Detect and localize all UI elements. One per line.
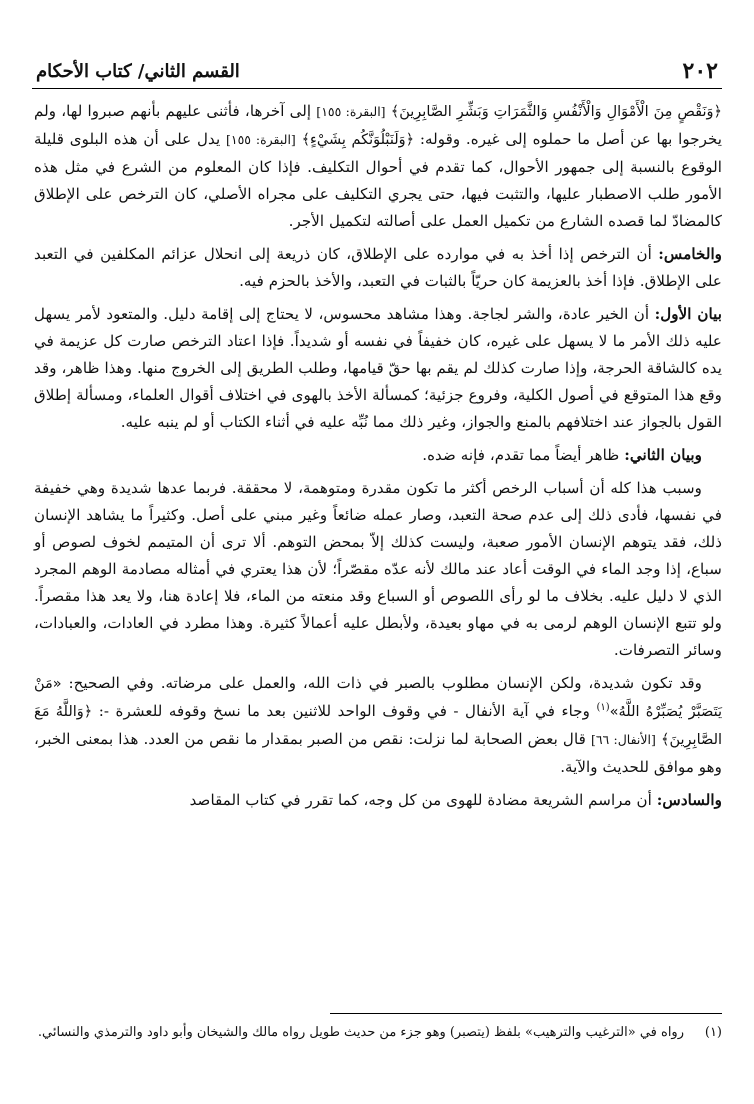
paragraph-fifth bbox=[34, 241, 722, 295]
footnote-rule bbox=[330, 1013, 722, 1014]
hadith-quote: «مَنْ يَتَصَبَّرْ يُصَبِّرْهُ اللَّهُ» bbox=[34, 676, 722, 720]
paragraph-text: إلى آخرها، فأثنى عليهم بأنهم صبروا لها، ولم يخرجوا بها عن أصل ما حملوه إلى غيره. وقوله: bbox=[34, 102, 722, 148]
paragraph-text: أن الخير عادة، والشر لجاجة. وهذا مشاهد محسوس، لا يحتاج إلى إقامة دليل. والمتعود لأمر يسهل عليه ذلك الأمر ما لا يسهل على غيره، كان خفيفاً في نفسه أو شديداً. فإذا اعتاد الترخص صارت كل عزيمة في يده كالشاقة الحرجة، وإذا صارت كذلك لم يقم بها حقّ قيامها، وطلب الطريق إلى الخروج منها. وهذا ظاهر، وقد وقع هذا المتوقع في أصول الكلية، وفروع جزئية؛ كمسألة الأخذ بالهوى في اختلاف أقوال العلماء، ومسألة إطلاق القول بالجواز عند اختلافهم بالمنع والجواز، وغير ذلك مما نُبِّه عليه في أثناء الكتاب أو لم ينبه عليه. bbox=[34, 305, 722, 431]
footnote-number: (١) bbox=[704, 1025, 722, 1040]
section-label: والخامس: bbox=[658, 245, 722, 263]
paragraph-patience bbox=[34, 670, 722, 781]
verse-reference: [البقرة: ١٥٥] bbox=[225, 132, 296, 147]
section-label: وبيان الثاني: bbox=[624, 446, 702, 464]
paragraph-sixth bbox=[34, 787, 722, 814]
paragraph-text: أن مراسم الشريعة مضادة للهوى من كل وجه، كما تقرر في كتاب المقاصد bbox=[189, 791, 657, 809]
page-header bbox=[32, 58, 722, 86]
paragraph-cause bbox=[34, 475, 722, 664]
paragraph-text: يدل على أن هذه البلوى قليلة الوقوع بالنسبة إلى جمهور الأحوال، كما تقدم في أحوال التكليف. فإذا كان المعلوم من الشرع في مثل هذه الأمور طلب الاصطبار عليها، والتثبت فيها، حتى يجري التكليف على مجراه الأصلي، كان الترخص على الإطلاق كالمضادّ لما قصده الشارع من تكميل العمل على أصالته لتكميل الأجر. bbox=[34, 130, 722, 230]
verse-reference: [الأنفال: ٦٦] bbox=[590, 732, 656, 747]
footnote-text: رواه في «الترغيب والترهيب» بلفظ (يتصبر) وهو جزء من حديث طويل رواه مالك والشيخان وأبو داود والترمذي والنسائي. bbox=[37, 1025, 684, 1040]
verse-reference: [البقرة: ١٥٥] bbox=[316, 104, 386, 119]
paragraph-second-explanation bbox=[34, 442, 722, 469]
page-number: ٢٠٢ bbox=[682, 58, 718, 84]
quran-verse: ﴿وَاللَّهُ مَعَ الصَّابِرِينَ﴾ bbox=[34, 704, 723, 748]
running-title: القسم الثاني/ كتاب الأحكام bbox=[36, 61, 240, 82]
quran-verse: ﴿وَلَنَبْلُوَنَّكُم بِشَيْءٍ﴾ bbox=[301, 132, 415, 148]
paragraph-first-explanation bbox=[34, 301, 722, 436]
footnote bbox=[34, 1020, 722, 1046]
paragraph-text: وقد تكون شديدة، ولكن الإنسان مطلوب بالصبر في ذات الله، والعمل على مرضاته. وفي الصحيح: bbox=[61, 674, 702, 692]
paragraph-text: وسبب هذا كله أن أسباب الرخص أكثر ما تكون مقدرة ومتوهمة، لا محققة. فربما عدها شديدة وهي خفيفة في نفسها، فأدى ذلك إلى عدم صحة التعبد، وصار عمله ضائعاً وغير مبني على أصل. وكثيراً ما يشاهد الإنسان ذلك، فقد يتوهم الإنسان الأمور صعبة، وليست كذلك إلاّ بمحض التوهم. ألا ترى أن المتيمم لخوف لصوص أو سباع، إذا وجد الماء في الوقت أعاد عند مالك لأنه عدّه مقصّراً؛ لأن هذا يعتري في أمثاله مصادمة الوهم المجرد الذي لا دليل عليه. بخلاف ما لو رأى اللصوص أو السباع وقد منعته من الماء، فلا إعادة هنا، ولا يعد هذا مقصراً. ولو تتبع الإنسان الوهم لرمى به في مهاو بعيدة، ولأبطل عليه أعمالاً كثيرة. وهذا مطرد في العادات، والعبادات، وسائر التصرفات. bbox=[34, 479, 722, 659]
quran-verse: ﴿وَنَقْصٍ مِنَ الْأَمْوَالِ وَالْأَنْفُسِ وَالثَّمَرَاتِ وَبَشِّرِ الصَّابِرِينَ﴾ bbox=[390, 104, 723, 120]
header-rule bbox=[32, 88, 722, 89]
paragraph-text: وجاء في آية الأنفال - في وقوف الواحد للاثنين بعد ما نسخ وقوفه للعشرة -: bbox=[92, 702, 597, 720]
main-text bbox=[34, 98, 722, 820]
footnote-marker[interactable]: (١) bbox=[596, 701, 610, 713]
paragraph-text: أن الترخص إذا أخذ به في موارده على الإطلاق، كان ذريعة إلى انحلال عزائم المكلفين في التعبد على الإطلاق. فإذا أخذ بالعزيمة كان حريّاً بالثبات في التعبد، والأخذ بالحزم فيه. bbox=[34, 245, 722, 290]
paragraph-text: قال بعض الصحابة لما نزلت: نقص من الصبر بمقدار ما نقص من العدد. هذا بمعنى الخبر، وهو موافق للحديث والآية. bbox=[34, 730, 722, 776]
section-label: والسادس: bbox=[656, 791, 722, 809]
paragraph-continuation bbox=[34, 98, 722, 235]
section-label: بيان الأول: bbox=[654, 305, 722, 323]
paragraph-text: ظاهر أيضاً مما تقدم، فإنه ضده. bbox=[422, 446, 625, 464]
